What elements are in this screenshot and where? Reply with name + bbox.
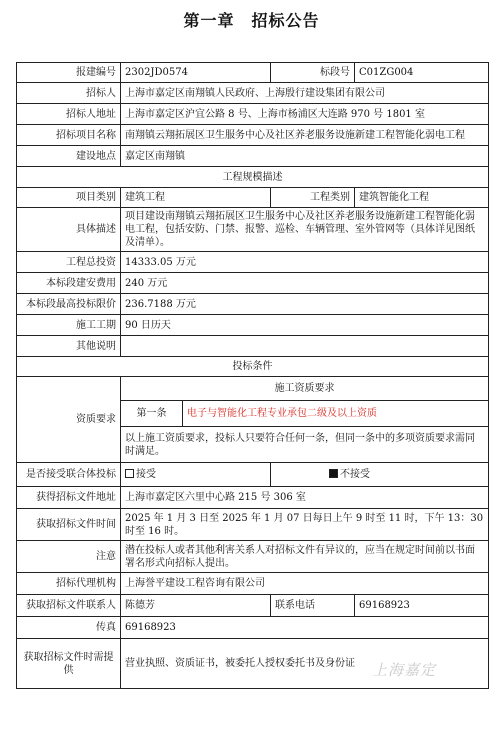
joint-label: 是否接受联合体投标 [17,463,121,487]
total-invest-label: 工程总投资 [17,252,121,273]
qual-item-text: 电子与智能化工程专业承包二级及以上资质 [183,401,489,427]
proj-type-value: 建筑智能化工程 [355,188,489,208]
max-price-label: 本标段最高投标限价 [17,294,121,315]
row-desc [17,208,489,252]
tenderer-value: 上海市嘉定区南翔镇人民政府、上海殷行建设集团有限公司 [121,83,489,104]
row-site [17,146,489,167]
row-project [17,125,489,146]
row-category [17,188,489,208]
bid-no-value: 2302JD0574 [121,63,271,83]
mark-no-value: C01ZG004 [355,63,489,83]
duration-value: 90 日历天 [121,315,489,336]
other-label: 其他说明 [17,336,121,357]
row-other [17,336,489,357]
row-doc-addr [17,487,489,509]
contact-label: 获取招标文件联系人 [17,595,121,617]
duration-label: 施工工期 [17,315,121,336]
joint-accept-option[interactable] [121,463,271,487]
other-value [121,336,489,357]
fax-value: 69168923 [121,617,489,639]
row-tenderer [17,83,489,104]
row-agency [17,573,489,595]
joint-reject-text: 不接受 [340,469,370,480]
watermark: 上海嘉定 [372,661,437,679]
provide-value: 营业执照、资质证书，被委托人授权委托书及身份证 [121,639,489,689]
row-section-invest [17,273,489,294]
doc-addr-label: 获得招标文件地址 [17,487,121,509]
max-price-value: 236.7188 万元 [121,294,489,315]
desc-value: 项目建设南翔镇云翔拓展区卫生服务中心及社区养老服务设施新建工程智能化弱电工程，包括安防、门禁、报警、巡检、车辆管理、室外管网等（具体详见图纸及清单）。 [121,208,489,252]
row-scale-header [17,167,489,188]
bid-notice-table [16,62,489,689]
address-label: 招标人地址 [17,104,121,125]
row-bid-no [17,63,489,83]
section-invest-label: 本标段建安费用 [17,273,121,294]
page-title: 第一章 招标公告 [183,11,320,30]
qual-note: 以上施工资质要求，投标人只要符合任何一条，但同一条中的多项资质要求需同时满足。 [121,427,489,463]
joint-accept-text: 接受 [136,469,156,480]
desc-label: 具体描述 [17,208,121,252]
provide-label: 获取招标文件时需提供 [17,639,121,689]
site-value: 嘉定区南翔镇 [121,146,489,167]
row-doc-time [17,509,489,541]
doc-addr-value: 上海市嘉定区六里中心路 215 号 306 室 [121,487,489,509]
notice-label: 注意 [17,541,121,573]
total-invest-value: 14333.05 万元 [121,252,489,273]
fax-label: 传真 [17,617,121,639]
project-label: 招标项目名称 [17,125,121,146]
category-label: 项目类别 [17,188,121,208]
agency-label: 招标代理机构 [17,573,121,595]
row-contact [17,595,489,617]
agency-value: 上海誉平建设工程咨询有限公司 [121,573,489,595]
row-max-price [17,294,489,315]
bid-conditions-header: 投标条件 [17,357,489,377]
notice-value: 潜在投标人或者其他利害关系人对招标文件有异议的，应当在规定时间前以书面署名形式向招标人提出。 [121,541,489,573]
row-address [17,104,489,125]
scale-header: 工程规模描述 [17,167,489,188]
category-value: 建筑工程 [121,188,271,208]
site-label: 建设地点 [17,146,121,167]
proj-type-label: 工程类别 [271,188,355,208]
mark-no-label: 标段号 [271,63,355,83]
project-value: 南翔镇云翔拓展区卫生服务中心及社区养老服务设施新建工程智能化弱电工程 [121,125,489,146]
address-value: 上海市嘉定区沪宜公路 8 号、上海市杨浦区大连路 970 号 1801 室 [121,104,489,125]
row-total-invest [17,252,489,273]
row-bid-conditions-header [17,357,489,377]
bid-no-label: 报建编号 [17,63,121,83]
joint-reject-option[interactable] [271,463,489,487]
tenderer-label: 招标人 [17,83,121,104]
qual-header: 施工资质要求 [121,377,489,401]
checkbox-filled-icon[interactable] [329,469,338,478]
row-fax [17,617,489,639]
checkbox-empty-icon[interactable] [125,469,134,478]
section-invest-value: 240 万元 [121,273,489,294]
phone-value: 69168923 [355,595,489,617]
contact-value: 陈德芳 [121,595,271,617]
doc-time-label: 获取招标文件时间 [17,509,121,541]
doc-time-value: 2025 年 1 月 3 日至 2025 年 1 月 07 日每日上午 9 时至 11 时，下午 13：30 时至 16 时。 [121,509,489,541]
row-duration [17,315,489,336]
row-notice [17,541,489,573]
phone-label: 联系电话 [271,595,355,617]
row-qual-header [17,377,489,401]
qual-label: 资质要求 [17,377,121,463]
row-joint [17,463,489,487]
qual-item-no: 第一条 [121,401,183,427]
